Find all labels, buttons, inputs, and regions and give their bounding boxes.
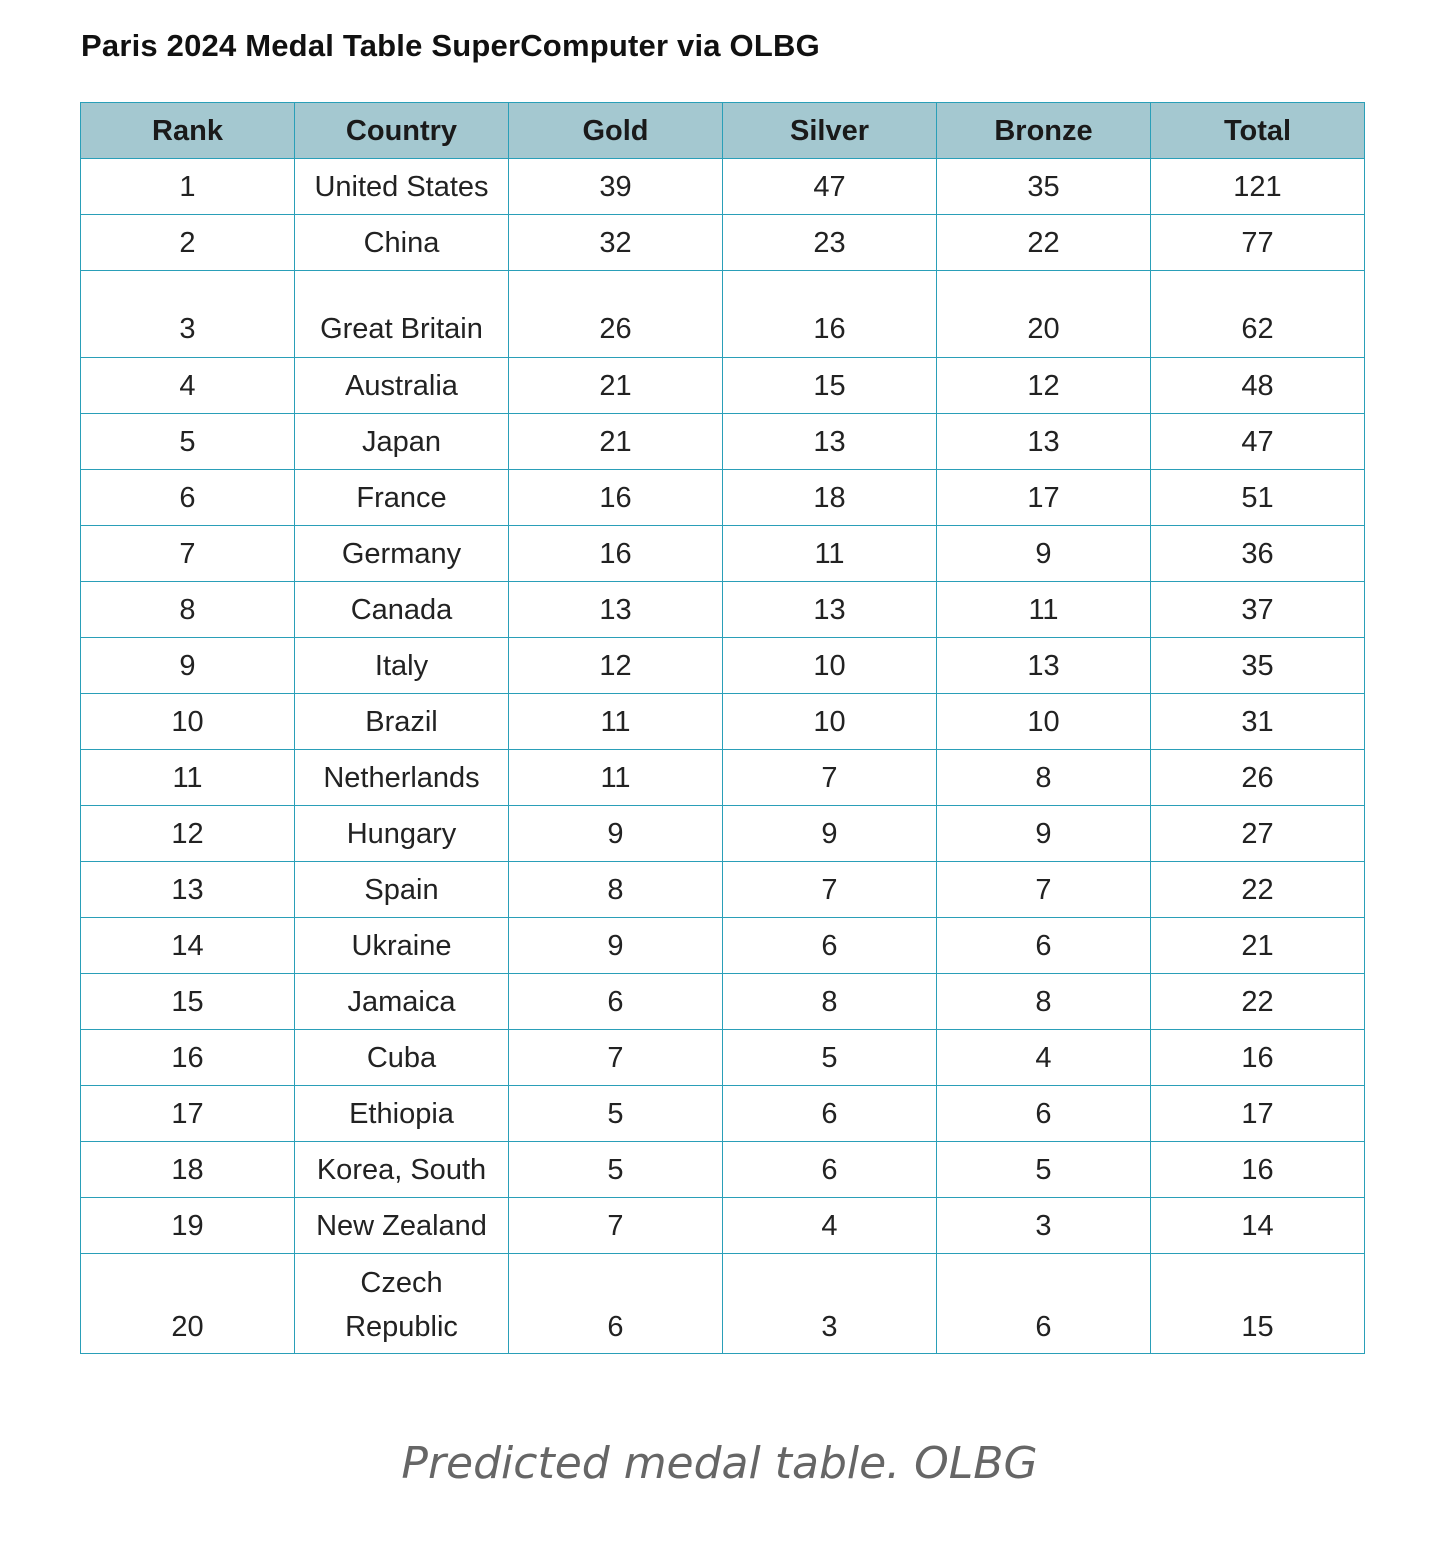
total-cell: 121 [1151,159,1365,215]
table-row [81,1086,1365,1142]
total-cell: 47 [1151,414,1365,470]
bronze-cell: 22 [937,215,1151,271]
gold-cell: 12 [509,638,723,694]
table-row [81,582,1365,638]
total-cell: 48 [1151,358,1365,414]
country-cell: United States [295,159,509,215]
figure-caption: Predicted medal table. OLBG [401,1438,1038,1489]
rank-cell: 4 [81,358,295,414]
table-row [81,918,1365,974]
total-cell: 26 [1151,750,1365,806]
bronze-cell: 9 [937,526,1151,582]
rank-cell: 7 [81,526,295,582]
total-cell: 62 [1151,271,1365,358]
table-row [81,159,1365,215]
table-header-row [81,103,1365,159]
country-cell: Hungary [295,806,509,862]
total-cell: 51 [1151,470,1365,526]
country-cell: Canada [295,582,509,638]
table-row [81,1030,1365,1086]
gold-cell: 6 [509,1254,723,1354]
total-cell: 16 [1151,1142,1365,1198]
silver-cell: 10 [723,694,937,750]
table-row [81,806,1365,862]
table-row [81,862,1365,918]
country-cell: Australia [295,358,509,414]
bronze-cell: 6 [937,918,1151,974]
silver-cell: 47 [723,159,937,215]
bronze-cell: 13 [937,414,1151,470]
gold-cell: 21 [509,414,723,470]
rank-cell: 1 [81,159,295,215]
gold-cell: 16 [509,470,723,526]
total-cell: 17 [1151,1086,1365,1142]
rank-cell: 14 [81,918,295,974]
rank-cell: 18 [81,1142,295,1198]
table-row [81,694,1365,750]
country-cell: Brazil [295,694,509,750]
header-silver: Silver [723,103,937,159]
bronze-cell: 3 [937,1198,1151,1254]
silver-cell: 13 [723,582,937,638]
silver-cell: 11 [723,526,937,582]
bronze-cell: 11 [937,582,1151,638]
header-bronze: Bronze [937,103,1151,159]
silver-cell: 9 [723,806,937,862]
header-total: Total [1151,103,1365,159]
table-row [81,470,1365,526]
bronze-cell: 12 [937,358,1151,414]
gold-cell: 9 [509,806,723,862]
total-cell: 35 [1151,638,1365,694]
rank-cell: 17 [81,1086,295,1142]
table-row [81,1198,1365,1254]
total-cell: 21 [1151,918,1365,974]
rank-cell: 13 [81,862,295,918]
silver-cell: 23 [723,215,937,271]
silver-cell: 3 [723,1254,937,1354]
country-cell: Netherlands [295,750,509,806]
rank-cell: 5 [81,414,295,470]
gold-cell: 11 [509,694,723,750]
bronze-cell: 8 [937,750,1151,806]
bronze-cell: 20 [937,271,1151,358]
page-title: Paris 2024 Medal Table SuperComputer via OLBG [81,28,820,63]
gold-cell: 7 [509,1030,723,1086]
table-row [81,215,1365,271]
bronze-cell: 5 [937,1142,1151,1198]
gold-cell: 16 [509,526,723,582]
silver-cell: 18 [723,470,937,526]
total-cell: 36 [1151,526,1365,582]
bronze-cell: 4 [937,1030,1151,1086]
rank-cell: 19 [81,1198,295,1254]
total-cell: 77 [1151,215,1365,271]
country-cell: New Zealand [295,1198,509,1254]
gold-cell: 9 [509,918,723,974]
total-cell: 27 [1151,806,1365,862]
bronze-cell: 35 [937,159,1151,215]
rank-cell: 20 [81,1254,295,1354]
gold-cell: 11 [509,750,723,806]
country-cell: Ethiopia [295,1086,509,1142]
bronze-cell: 6 [937,1254,1151,1354]
gold-cell: 6 [509,974,723,1030]
gold-cell: 39 [509,159,723,215]
gold-cell: 7 [509,1198,723,1254]
table-row [81,526,1365,582]
gold-cell: 32 [509,215,723,271]
silver-cell: 13 [723,414,937,470]
silver-cell: 6 [723,1142,937,1198]
silver-cell: 5 [723,1030,937,1086]
medal-table [80,102,1365,1354]
country-cell: Japan [295,414,509,470]
total-cell: 16 [1151,1030,1365,1086]
total-cell: 22 [1151,862,1365,918]
gold-cell: 5 [509,1142,723,1198]
country-cell [295,1254,509,1354]
silver-cell: 7 [723,862,937,918]
country-cell: Cuba [295,1030,509,1086]
table-row [81,638,1365,694]
bronze-cell: 17 [937,470,1151,526]
silver-cell: 15 [723,358,937,414]
rank-cell: 6 [81,470,295,526]
total-cell: 22 [1151,974,1365,1030]
rank-cell: 11 [81,750,295,806]
bronze-cell: 10 [937,694,1151,750]
silver-cell: 6 [723,918,937,974]
total-cell: 14 [1151,1198,1365,1254]
rank-cell: 9 [81,638,295,694]
country-cell: China [295,215,509,271]
silver-cell: 6 [723,1086,937,1142]
rank-cell: 3 [81,271,295,358]
bronze-cell: 6 [937,1086,1151,1142]
gold-cell: 13 [509,582,723,638]
bronze-cell: 9 [937,806,1151,862]
rank-cell: 15 [81,974,295,1030]
table-row [81,1254,1365,1354]
silver-cell: 10 [723,638,937,694]
header-country: Country [295,103,509,159]
total-cell: 15 [1151,1254,1365,1354]
bronze-cell: 13 [937,638,1151,694]
rank-cell: 2 [81,215,295,271]
table-row [81,358,1365,414]
table-body [81,159,1365,1354]
country-cell: Great Britain [295,271,509,358]
gold-cell: 21 [509,358,723,414]
country-cell: Ukraine [295,918,509,974]
bronze-cell: 8 [937,974,1151,1030]
rank-cell: 8 [81,582,295,638]
total-cell: 31 [1151,694,1365,750]
country-cell: Korea, South [295,1142,509,1198]
table-row [81,414,1365,470]
table-row [81,1142,1365,1198]
gold-cell: 5 [509,1086,723,1142]
country-cell: France [295,470,509,526]
country-cell: Italy [295,638,509,694]
gold-cell: 26 [509,271,723,358]
country-cell: Jamaica [295,974,509,1030]
country-cell: Spain [295,862,509,918]
table-row [81,271,1365,358]
silver-cell: 16 [723,271,937,358]
total-cell: 37 [1151,582,1365,638]
bronze-cell: 7 [937,862,1151,918]
header-gold: Gold [509,103,723,159]
country-label: Czech Republic [345,1267,458,1343]
gold-cell: 8 [509,862,723,918]
rank-cell: 16 [81,1030,295,1086]
silver-cell: 8 [723,974,937,1030]
header-rank: Rank [81,103,295,159]
country-cell: Germany [295,526,509,582]
rank-cell: 12 [81,806,295,862]
table-row [81,974,1365,1030]
silver-cell: 4 [723,1198,937,1254]
silver-cell: 7 [723,750,937,806]
table-row [81,750,1365,806]
rank-cell: 10 [81,694,295,750]
